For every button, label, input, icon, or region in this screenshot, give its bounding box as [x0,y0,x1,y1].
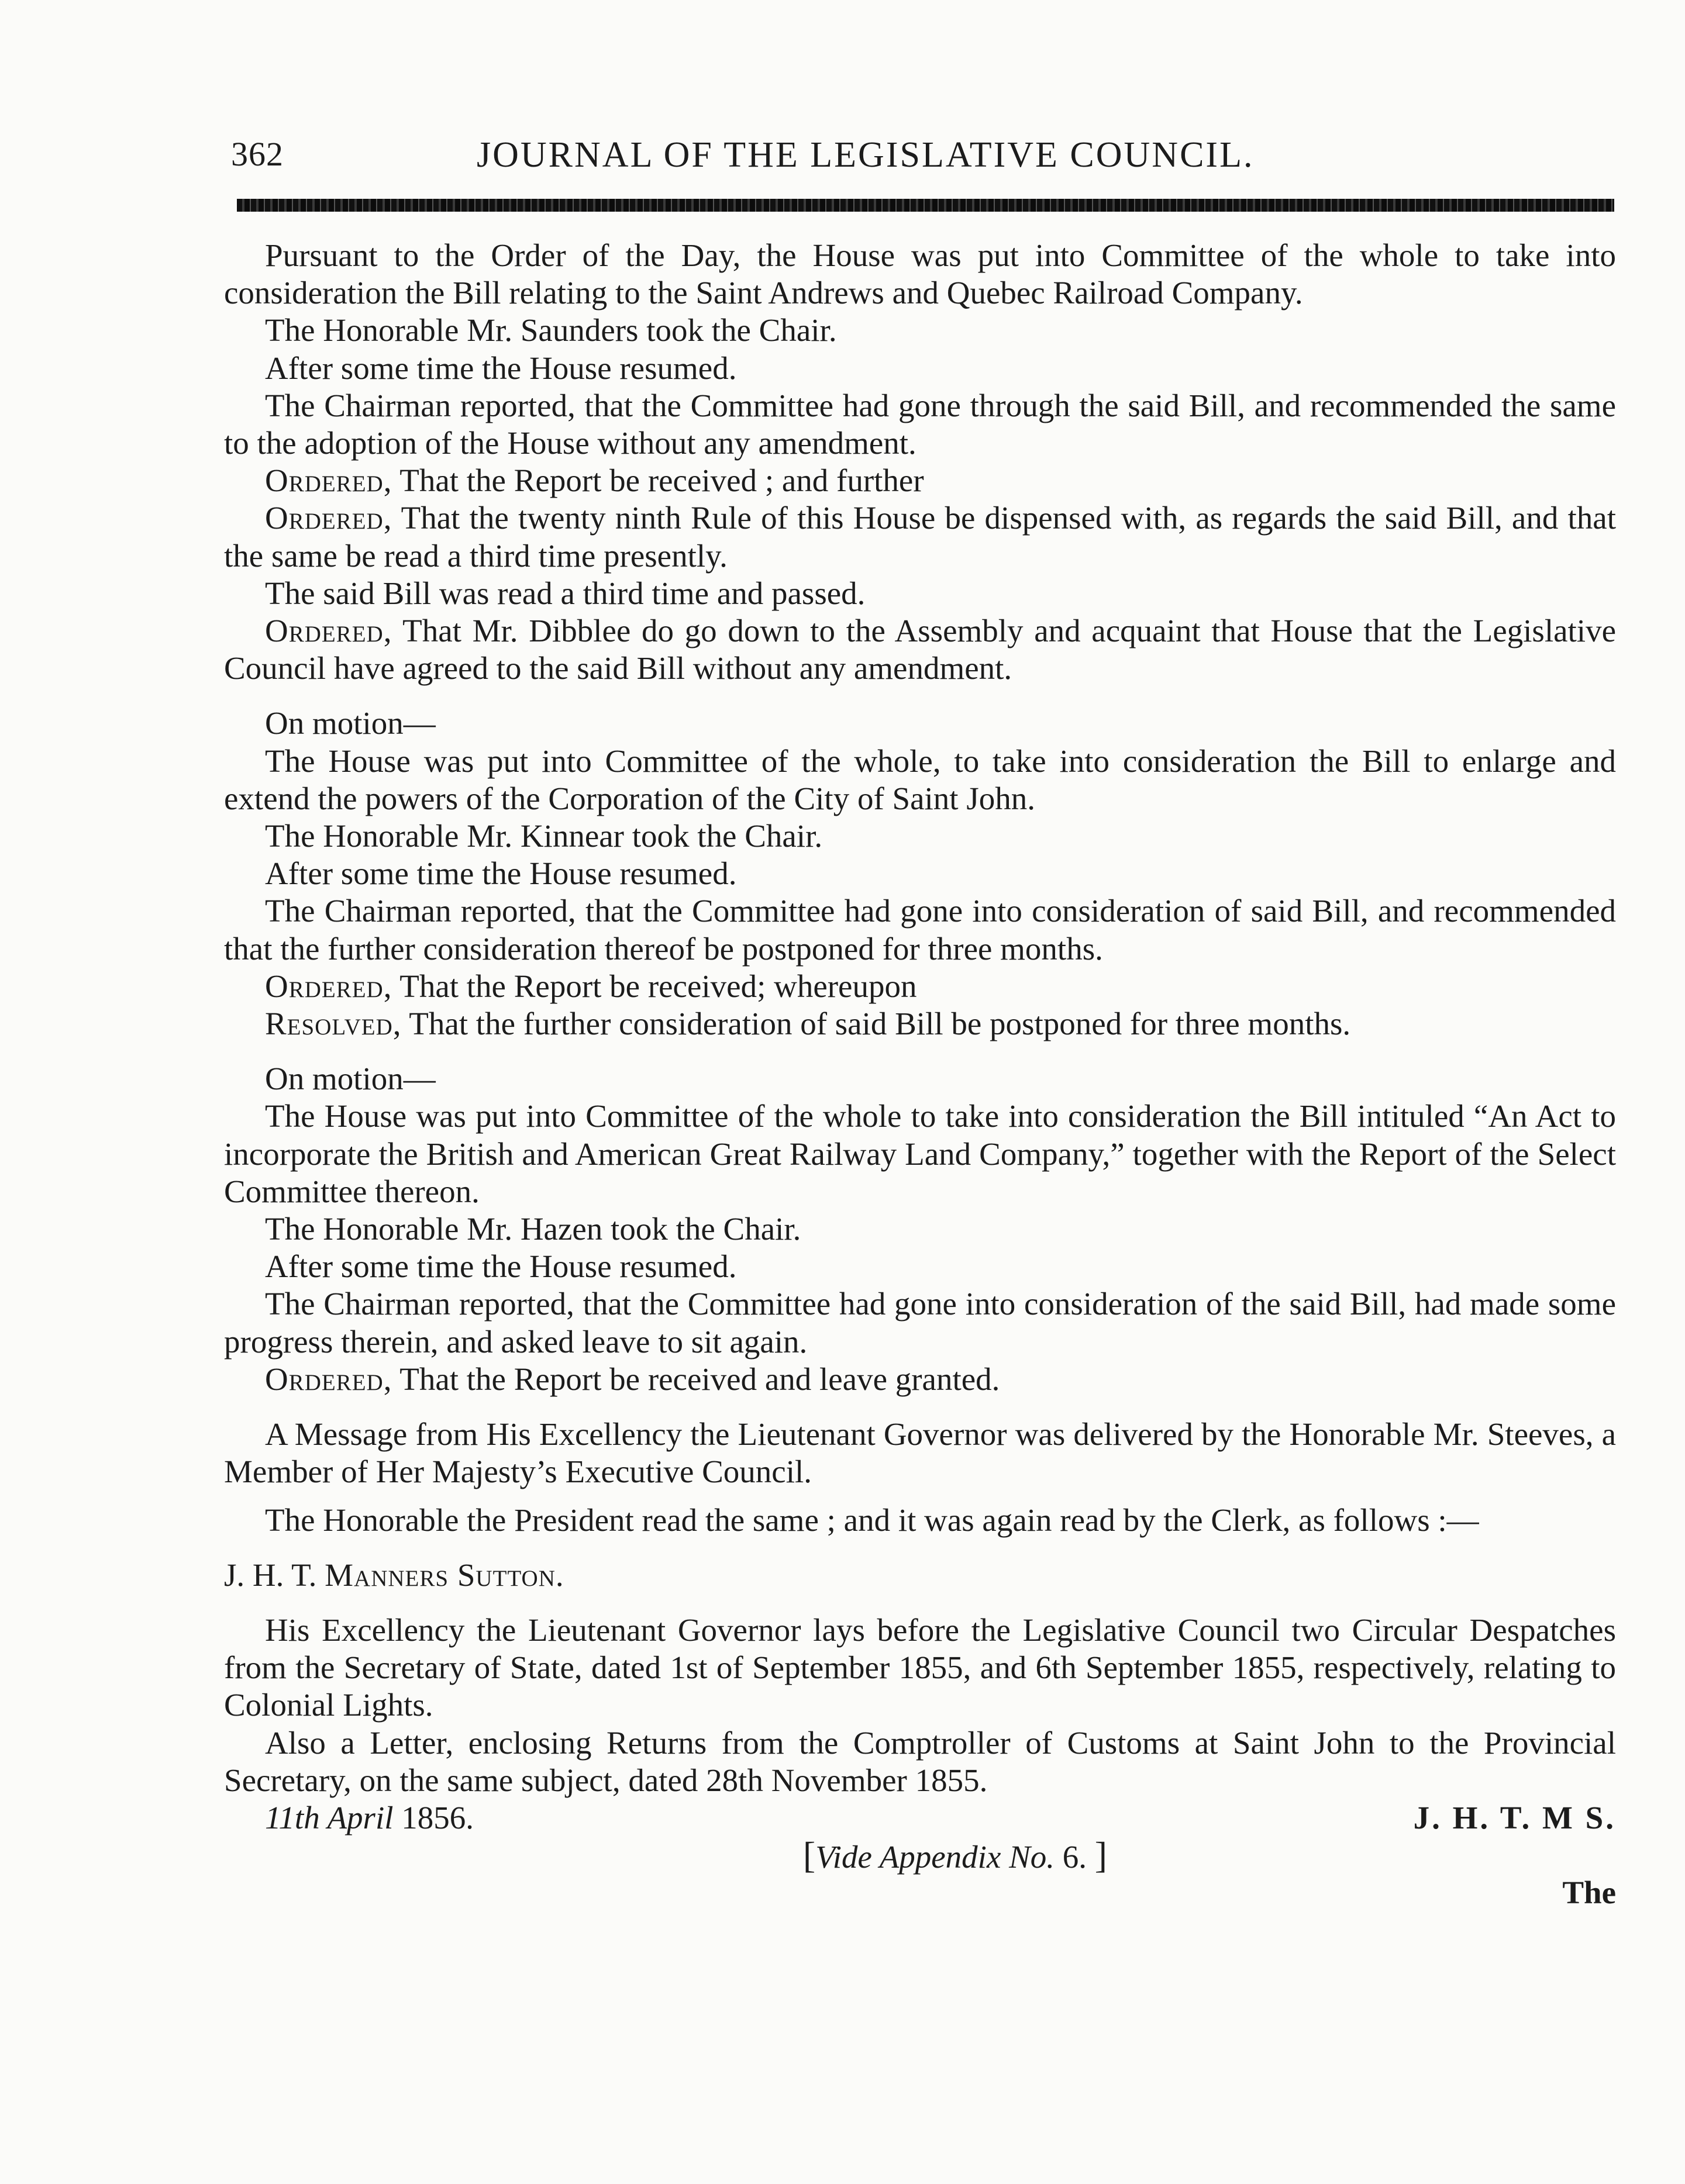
order-paragraph [224,1361,1616,1398]
paragraph-text: After some time the House resumed. [265,855,737,892]
paragraph [224,743,1616,817]
catchword-row [224,1874,1616,1912]
paragraph-text: The Chairman reported, that the Committee had gone into consideration of the said Bill, had made some progress therein, and asked leave to sit again. [224,1286,1616,1360]
order-paragraph [224,968,1616,1005]
paragraph-text: The Honorable Mr. Kinnear took the Chair. [265,818,823,854]
catchword: The [1562,1874,1616,1910]
spacer [224,1491,1616,1502]
paragraph [224,1416,1616,1490]
header-rule [237,199,1614,212]
paragraph [224,387,1616,462]
message-date [265,1799,474,1837]
paragraph [224,1098,1616,1210]
paragraph [224,1210,1616,1248]
appendix-reference [224,1834,1616,1876]
message-paragraph [224,1724,1616,1799]
paragraph-text: A Message from His Excellency the Lieutenant Governor was delivered by the Honorable Mr. Steeves, a Member of Her Majesty’s Executive Council. [224,1416,1616,1490]
appendix-number: 6. [1055,1838,1087,1875]
running-head: JOURNAL OF THE LEGISLATIVE COUNCIL. [477,135,1255,175]
page-header [231,134,1614,187]
paragraph-text: His Excellency the Lieutenant Governor lays before the Legislative Council two Circular Despatches from the Secretary of State, dated 1st of September 1855, and 6th September 1855, respectively, relating to Colonial Lights. [224,1612,1616,1723]
paragraph-text: The said Bill was read a third time and passed. [265,575,866,611]
signature-initials: J. H. T. M S. [1413,1799,1616,1835]
ordered-label: Ordered, [265,968,392,1004]
journal-body [224,237,1616,1912]
ordered-label: Ordered, [265,1361,392,1397]
paragraph-text: The Honorable Mr. Saunders took the Chair. [265,312,837,349]
ordered-label: Ordered, [265,463,392,499]
appendix-reference-text [802,1834,1108,1876]
signatory-name: Manners Sutton. [325,1557,564,1593]
paragraph-text: That Mr. Dibblee do go down to the Assembly and acquaint that House that the Legislative Council have agreed to the said Bill without any amendment. [224,613,1616,686]
resolved-label: Resolved, [265,1006,402,1042]
paragraph-text: The Chairman reported, that the Committee had gone into consideration of said Bill, and recommended that the further consideration thereof be postponed for three months. [224,893,1616,967]
paragraph [224,1502,1616,1539]
signatory-line [224,1557,1616,1594]
order-paragraph [224,462,1616,499]
paragraph-text: That the Report be received and leave granted. [392,1361,1000,1397]
vide-text: Vide Appendix No. [815,1838,1055,1875]
paragraph [224,1285,1616,1360]
paragraph-text: The Chairman reported, that the Committee had gone through the said Bill, and recommended the same to the adoption of the House without any amendment. [224,387,1616,461]
paragraph-text: The House was put into Committee of the whole to take into consideration the Bill intituled “An Act to incorporate the British and American Great Railway Land Company,” together with the Report of the Select Committee thereon. [224,1098,1616,1209]
paragraph-text: That the further consideration of said Bill be postponed for three months. [401,1006,1351,1042]
paragraph [224,237,1616,312]
motion-paragraph [224,705,1616,742]
paragraph-text: The House was put into Committee of the whole, to take into consideration the Bill to enlarge and extend the powers of the Corporation of the City of Saint John. [224,743,1616,816]
date-day: 11th April [265,1799,394,1835]
paragraph-text: Also a Letter, enclosing Returns from the Comptroller of Customs at Saint John to the Provincial Secretary, on the same subject, dated 28th November 1855. [224,1724,1616,1798]
paragraph-text: That the twenty ninth Rule of this House be dispensed with, as regards the said Bill, and that the same be read a third time presently. [224,500,1616,574]
paragraph-text: On motion— [265,1061,436,1097]
page-number: 362 [231,135,284,173]
date-year: 1856. [393,1799,474,1835]
paragraph [224,350,1616,387]
paragraph [224,575,1616,612]
ordered-label: Ordered, [265,500,392,536]
order-paragraph [224,499,1616,574]
paragraph [224,892,1616,967]
paragraph-text: After some time the House resumed. [265,1248,737,1285]
paragraph [224,817,1616,855]
spacer [224,687,1616,705]
close-bracket: ] [1094,1834,1108,1876]
paragraph-text: On motion— [265,705,436,741]
spacer [224,1043,1616,1060]
paragraph-text: Pursuant to the Order of the Day, the House was put into Committee of the whole to take into consideration the Bill relating to the Saint Andrews and Quebec Railroad Company. [224,237,1616,311]
message-paragraph [224,1612,1616,1724]
order-paragraph [224,612,1616,687]
ordered-label: Ordered, [265,613,392,649]
paragraph [224,1248,1616,1285]
paragraph-text: The Honorable the President read the same ; and it was again read by the Clerk, as follows :— [265,1502,1479,1538]
spacer [224,1539,1616,1557]
resolved-paragraph [224,1005,1616,1043]
paragraph-text: After some time the House resumed. [265,350,737,386]
paragraph-text: That the Report be received ; and further [392,463,924,499]
open-bracket: [ [802,1834,816,1876]
paragraph-text: That the Report be received; whereupon [392,968,917,1004]
motion-paragraph [224,1060,1616,1098]
paragraph [224,312,1616,349]
signatory-initials: J. H. T. [224,1557,325,1593]
spacer [224,1398,1616,1416]
date-signature-row [224,1799,1616,1837]
spacer [224,1594,1616,1612]
paragraph [224,855,1616,892]
paragraph-text: The Honorable Mr. Hazen took the Chair. [265,1211,801,1247]
